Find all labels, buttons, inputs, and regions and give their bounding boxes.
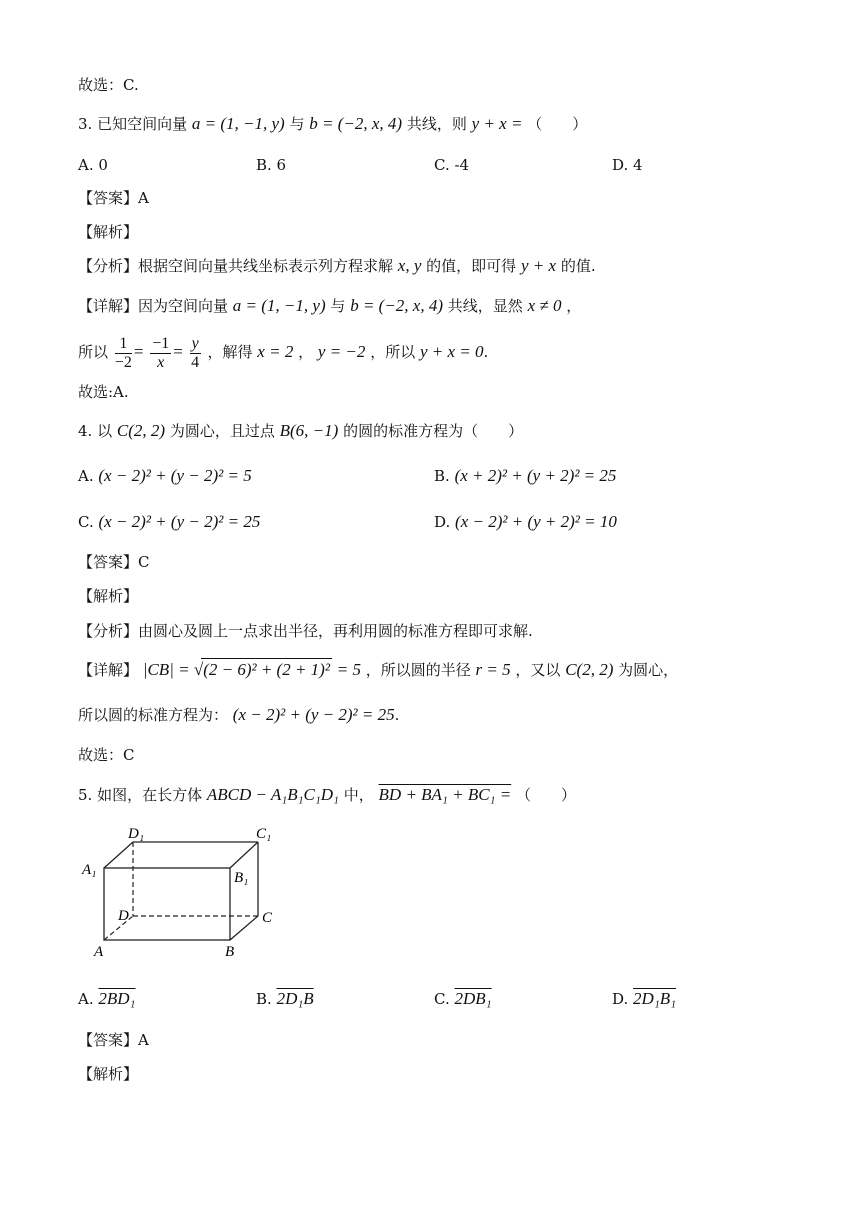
q3-option-a: A. 0 [78, 156, 108, 174]
q4-option-c: C. (x − 2)² + (y − 2)² = 25 [78, 512, 261, 531]
question-4-stem: 4. 以 C(2, 2) 为圆心，且过点 B(6, −1) 的圆的标准方程为（ ） [78, 421, 524, 440]
cuboid-figure [78, 822, 288, 962]
q3-analysis-heading: 【解析】 [78, 223, 139, 241]
q3-detail: 【详解】因为空间向量 a = (1, −1, y) 与 b = (−2, x, 4) 共线，显然 x ≠ 0 ， [78, 296, 582, 315]
label-a: A [94, 944, 104, 960]
question-5-stem: 5. 如图，在长方体 ABCD − A₁B₁C₁D₁ 中， BD + BA₁ + BC₁ = （ ） [78, 785, 576, 804]
q4-answer: 【答案】C [78, 553, 150, 571]
label-b1: B₁ [234, 870, 249, 886]
q3-analysis: 【分析】根据空间向量共线坐标表示列方程求解 x, y 的值，即可得 y + x 的值. [78, 256, 596, 275]
q3-selection: 故选:A. [78, 383, 129, 401]
q4-equation: 所以圆的标准方程为： (x − 2)² + (y − 2)² = 25. [78, 705, 400, 724]
q3-answer: 【答案】A [78, 189, 149, 207]
label-a1: A₁ [82, 862, 97, 878]
label-c: C [262, 910, 273, 926]
q5-answer: 【答案】A [78, 1031, 149, 1049]
front-face [104, 868, 230, 940]
q4-analysis: 【分析】由圆心及圆上一点求出半径，再利用圆的标准方程即可求解. [78, 622, 533, 640]
label-d1: D₁ [128, 826, 145, 842]
q3-option-b: B. 6 [256, 156, 287, 174]
q4-detail: 【详解】 |CB| = √(2 − 6)² + (2 + 1)² = 5 ，所以圆的半径 r = 5 ，又以 C(2, 2) 为圆心， [78, 660, 679, 679]
q5-option-b: B. 2D₁B [256, 989, 314, 1008]
q4-option-b: B. (x + 2)² + (y + 2)² = 25 [434, 466, 617, 485]
vector-b: b = (−2, x, 4) [309, 114, 403, 133]
q5-option-c: C. 2DB₁ [434, 989, 492, 1008]
q4-option-d: D. (x − 2)² + (y + 2)² = 10 [434, 512, 617, 531]
fraction: $\frac{-1}{x}$ [152, 334, 170, 371]
fraction: $\frac{y}{4}$ [191, 334, 200, 371]
label-b: B [225, 944, 235, 960]
q5-analysis-heading: 【解析】 [78, 1065, 139, 1083]
label-d: D [118, 908, 129, 924]
q3-option-c: C. -4 [434, 156, 470, 174]
q5-option-a: A. 2BD₁ [78, 989, 136, 1008]
answer-selection: 故选：C. [78, 76, 139, 94]
vector-a: a = (1, −1, y) [191, 114, 285, 133]
question-3-stem: 3. 已知空间向量 a = (1, −1, y) 与 b = (−2, x, 4) 共线，则 y + x = （ ） [78, 114, 588, 133]
q5-option-d: D. 2D₁B₁ [612, 989, 677, 1008]
q4-option-a: A. (x − 2)² + (y − 2)² = 5 [78, 466, 252, 485]
q3-option-d: D. 4 [612, 156, 643, 174]
q3-solution: 所以 $\frac{1}{-2}$ = $\frac{-1}{x}$ = $\frac{y}{4}$ ，解得 x = 2 ， y = −2 ，所以 y + x = 0. [78, 334, 489, 371]
q4-analysis-heading: 【解析】 [78, 587, 139, 605]
label-c1: C₁ [256, 826, 272, 842]
fraction: $\frac{1}{-2}$ [114, 334, 132, 371]
q4-selection: 故选：C [78, 746, 135, 764]
